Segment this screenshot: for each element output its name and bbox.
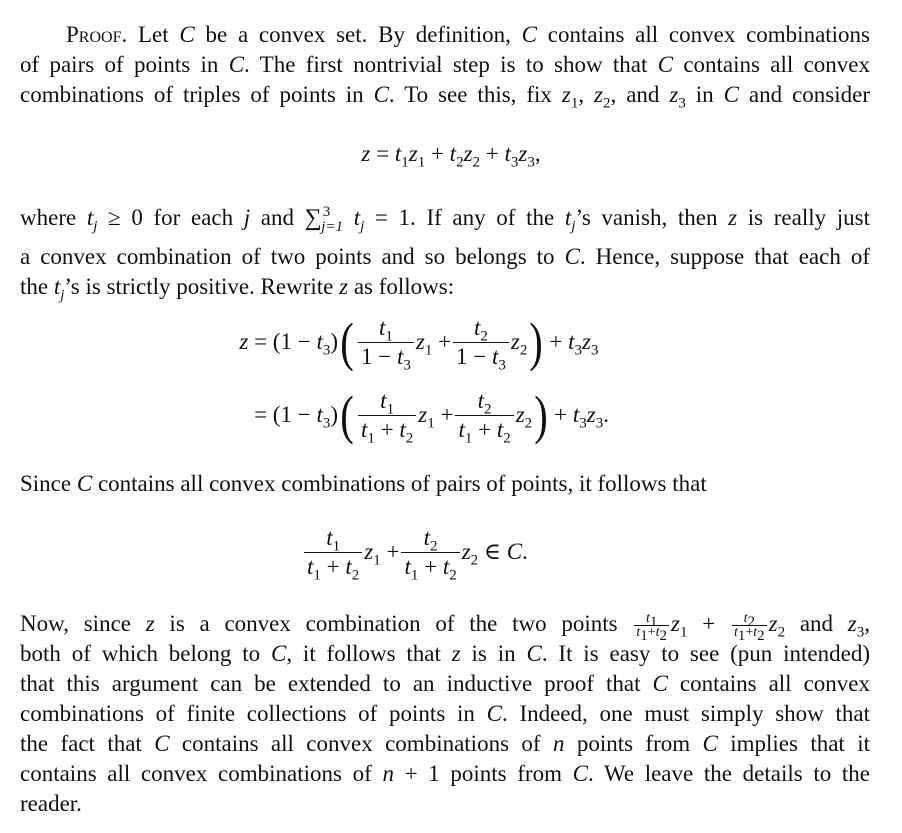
inline-fraction: $\frac{t_1}{t_1+t_2}$ [636,611,668,645]
big-paren-close: ) [529,312,544,372]
fraction: $\frac{t_2}{1 - t_3}$ [453,316,509,369]
text-line: that this argument can be extended to an inductive proof that C contains all convex [20,671,870,697]
text-line: Now, since z is a convex combination of the two points $\frac{t_1}{t_1+t_2}$ $z_1$ + $\frac{t_2}{t_1+t_2}$ $z_2$ and $z_3$, [20,611,870,645]
proof-label: Proof. [66,22,128,47]
text-line: contains all convex combinations of n + 1 points from C. We leave the details to the [20,761,870,787]
fraction: $\frac{t_1}{t_1 + t_2}$ [358,389,416,442]
equation-rewrite-row-1: $z = (1 - t_3)$ ( $\frac{t_1}{1 - t_3}$ $z_1$ + $\frac{t_2}{1 - t_3}$ $z_2$ ) + $t_3z_3$ [239,312,599,374]
text-line: the fact that C contains all convex combinations of n points from C implies that it [20,731,870,757]
big-paren-close: ) [534,385,548,445]
text-line: both of which belong to C, it follows that z is in C. It is easy to see (pun intended) [20,641,871,667]
equation-z-sum: $z = t_1z_1 + t_2z_2 + t_3z_3$, [361,141,541,171]
proof-paragraph-induction [20,609,870,819]
big-paren-open: ( [340,385,354,445]
text-line: a convex combination of two points and so belongs to C. Hence, suppose that each of [20,244,871,269]
fraction: $\frac{t_2}{t_1 + t_2}$ [455,389,513,442]
inline-fraction: $\frac{t_2}{t_1+t_2}$ [733,611,765,645]
text-line: Since C contains all convex combinations of pairs of points, it follows that [20,471,707,496]
text-line: reader. [20,791,82,817]
text-line: combinations of triples of points in C. To see this, fix $z_1$, $z_2$, and $z_3$ in C and consider [20,82,870,112]
equation-membership: $\frac{t_1}{t_1 + t_2}$ $z_1$ + $\frac{t_2}{t_1 + t_2}$ $z_2$ ∈ C. [302,522,528,582]
text-line: Proof. Let C be a convex set. By definition, C contains all convex combinations [66,22,871,47]
text-line: the $t_j’s$ is strictly positive. Rewrite z as follows: [20,274,455,304]
text-line: of pairs of points in C. The first nontrivial step is to show that C contains all convex [20,52,871,77]
proof-paragraph-pairs [20,469,870,499]
text-line: combinations of finite collections of points in C. Indeed, one must simply show that [20,701,871,727]
text-line: where $t_j \ge 0$ for each j and ∑$^3_{j=1}$ $t_j = 1$. If any of the $t_j’s$ vanish, then z is really just [20,204,870,235]
equation-rewrite-row-2: = $(1 - t_3)$ ( $\frac{t_1}{t_1 + t_2}$ $z_1$ + $\frac{t_2}{t_1 + t_2}$ $z_2$ ) + $t_3z_3$. [254,385,609,447]
fraction: $\frac{t_1}{t_1 + t_2}$ [304,526,362,579]
big-paren-open: ( [340,312,354,372]
proof-paragraph-positivity [20,197,870,302]
proof-paragraph-intro [20,20,870,110]
fraction: $\frac{t_1}{1 - t_3}$ [358,316,414,369]
fraction: $\frac{t_2}{t_1 + t_2}$ [401,526,459,579]
summation-symbol: ∑ [304,205,322,231]
